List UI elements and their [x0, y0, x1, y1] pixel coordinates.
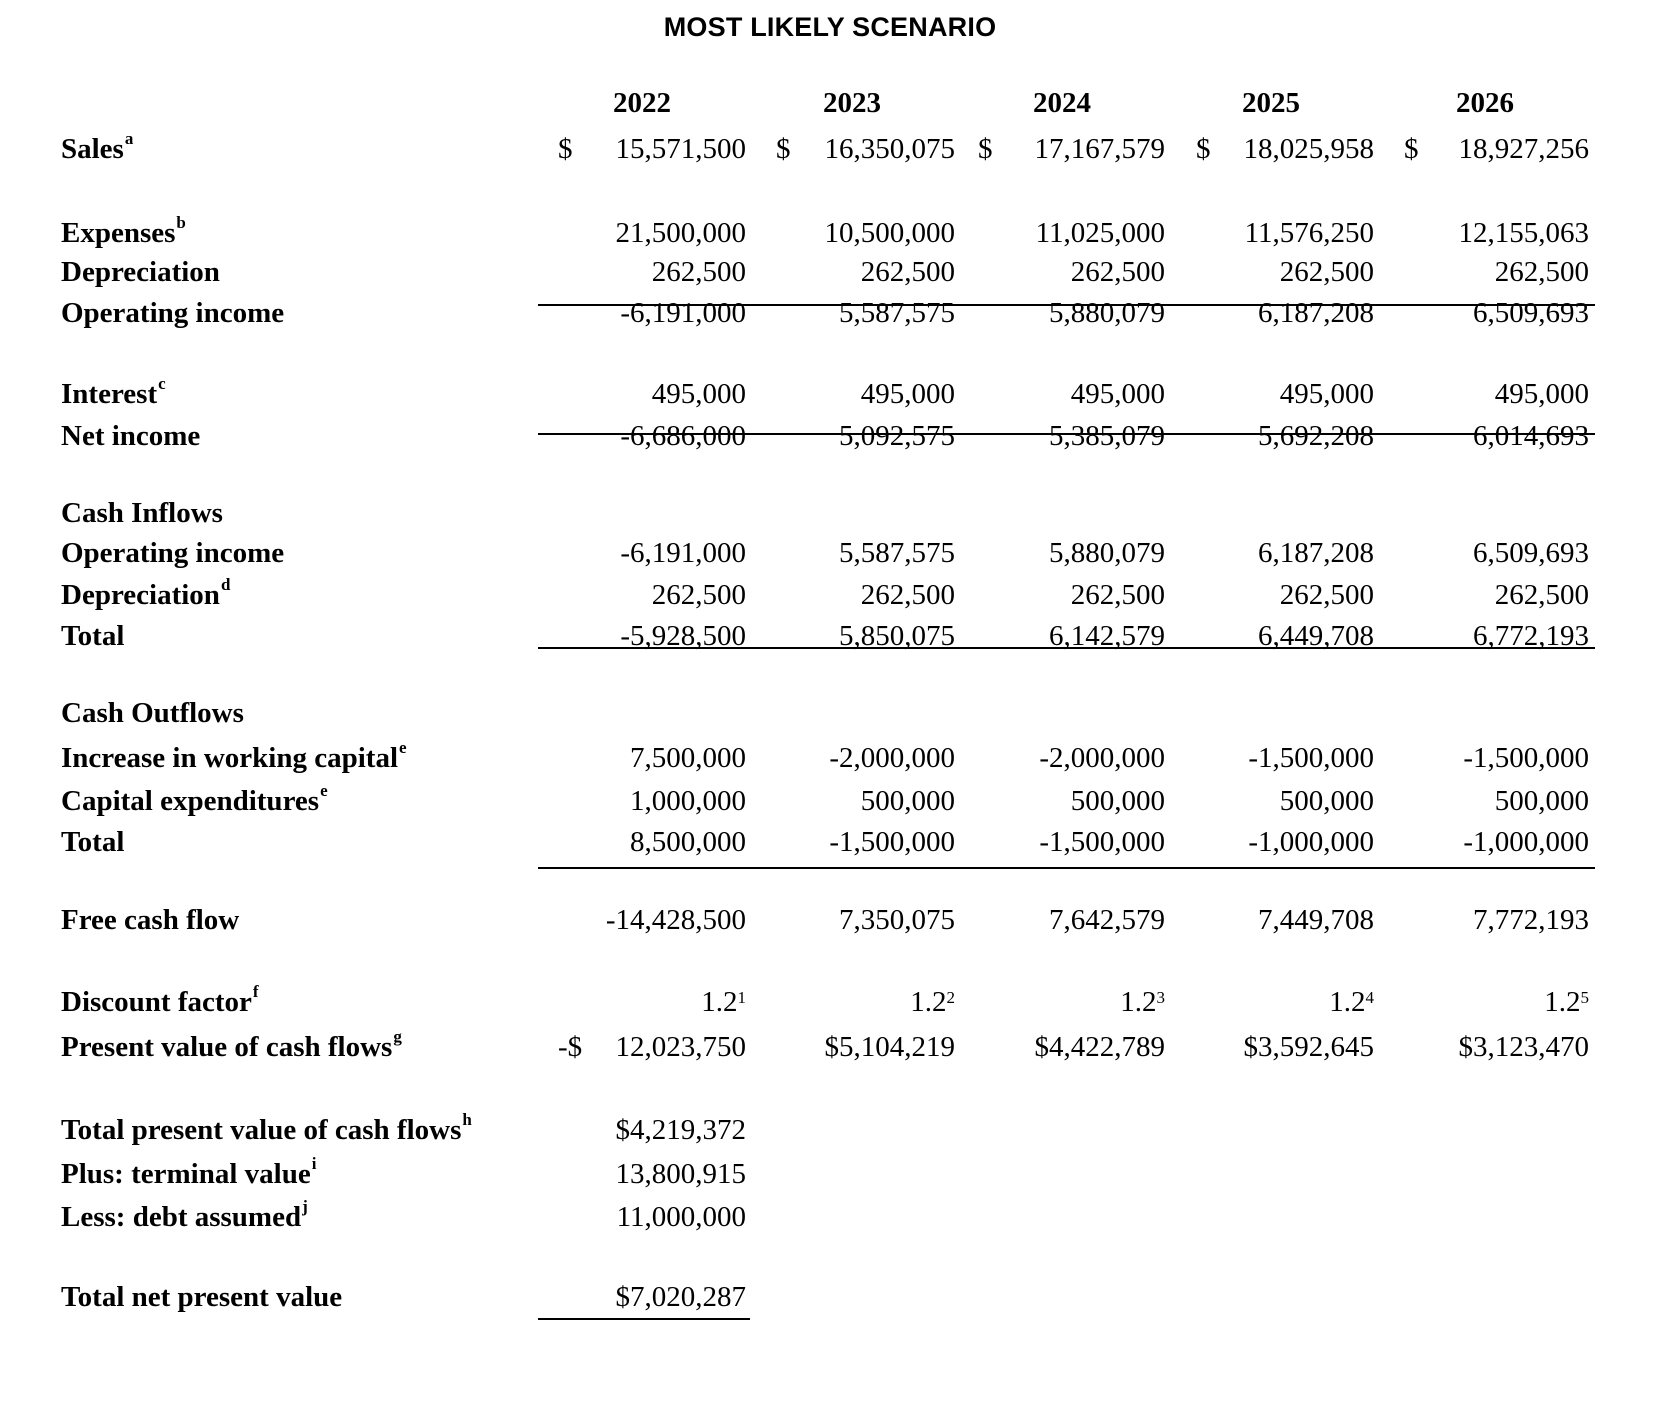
row-label-depreciation: Depreciation	[61, 256, 220, 288]
inflow-operating-income-2024: 5,880,079	[1049, 537, 1165, 569]
debt-assumed-value: 11,000,000	[616, 1201, 746, 1233]
inflow-total-2024: 6,142,579	[1049, 620, 1165, 652]
section-heading-cash-inflows: Cash Inflows	[61, 497, 223, 529]
row-label-debt-assumed: Less: debt assumed$^j$	[61, 1197, 308, 1233]
outflow-total-2022: 8,500,000	[630, 826, 746, 858]
depreciation-value-2022: 262,500	[651, 256, 746, 288]
row-label-terminal-value: Plus: terminal value$^i$	[61, 1154, 317, 1190]
operating-income-value-2025: 6,187,208	[1258, 297, 1374, 329]
sales-currency-2023: $	[776, 133, 791, 165]
expenses-value-2026: 12,155,063	[1458, 217, 1589, 249]
sales-value-2024: 17,167,579	[1034, 133, 1165, 165]
pv-cash-flows-prefix-2022: -$	[558, 1031, 583, 1063]
working-capital-2026: -1,500,000	[1463, 742, 1589, 774]
expenses-value-2025: 11,576,250	[1244, 217, 1374, 249]
interest-value-2026: 495,000	[1494, 378, 1589, 410]
capex-2025: 500,000	[1279, 785, 1374, 817]
discount-factor-2022: $1.2^1$	[701, 986, 746, 1018]
sales-value-2025: 18,025,958	[1243, 133, 1374, 165]
depreciation-value-2024: 262,500	[1070, 256, 1165, 288]
net-income-value-2025: 5,692,208	[1258, 420, 1374, 452]
outflow-total-2025: -1,000,000	[1248, 826, 1374, 858]
total-pv-value: $4,219,372	[615, 1114, 746, 1146]
row-label-interest: Interest$^c$	[61, 374, 166, 410]
page-title: MOST LIKELY SCENARIO	[663, 12, 997, 42]
sales-currency-2025: $	[1196, 133, 1211, 165]
inflow-depreciation-2026: 262,500	[1494, 579, 1589, 611]
sales-value-2022: 15,571,500	[615, 133, 746, 165]
net-income-value-2024: 5,385,079	[1049, 420, 1165, 452]
capex-2023: 500,000	[860, 785, 955, 817]
row-label-capital-expenditures: Capital expenditures$^e$	[61, 781, 328, 817]
row-label-free-cash-flow: Free cash flow	[61, 904, 240, 936]
sales-value-2026: 18,927,256	[1458, 133, 1589, 165]
row-label-operating-income: Operating income	[61, 297, 285, 329]
year-header-2025: 2025	[1242, 87, 1300, 119]
row-label-working-capital: Increase in working capital$^e$	[61, 738, 407, 774]
operating-income-value-2026: 6,509,693	[1473, 297, 1589, 329]
interest-value-2023: 495,000	[860, 378, 955, 410]
interest-value-2024: 495,000	[1070, 378, 1165, 410]
section-heading-cash-outflows: Cash Outflows	[61, 697, 244, 729]
sales-value-2023: 16,350,075	[824, 133, 955, 165]
depreciation-value-2026: 262,500	[1494, 256, 1589, 288]
net-income-value-2026: 6,014,693	[1473, 420, 1589, 452]
row-label-pv-cash-flows: Present value of cash flows$^g$	[61, 1027, 402, 1063]
working-capital-2025: -1,500,000	[1248, 742, 1374, 774]
pv-cash-flows-2023: $5,104,219	[824, 1031, 955, 1063]
expenses-value-2022: 21,500,000	[615, 217, 746, 249]
net-income-value-2023: 5,092,575	[839, 420, 955, 452]
free-cash-flow-2023: 7,350,075	[839, 904, 955, 936]
inflow-operating-income-2023: 5,587,575	[839, 537, 955, 569]
discount-factor-2025: $1.2^4$	[1329, 986, 1374, 1018]
discount-factor-2023: $1.2^2$	[910, 986, 955, 1018]
free-cash-flow-2026: 7,772,193	[1473, 904, 1589, 936]
subtotal-rule	[538, 867, 1595, 869]
pv-cash-flows-2025: $3,592,645	[1243, 1031, 1374, 1063]
row-label-net-income: Net income	[61, 420, 201, 452]
outflow-total-2026: -1,000,000	[1463, 826, 1589, 858]
depreciation-value-2025: 262,500	[1279, 256, 1374, 288]
capex-2026: 500,000	[1494, 785, 1589, 817]
pv-cash-flows-2024: $4,422,789	[1034, 1031, 1165, 1063]
year-header-2023: 2023	[823, 87, 881, 119]
discount-factor-2026: $1.2^5$	[1544, 986, 1589, 1018]
sales-currency-2022: $	[558, 133, 573, 165]
sales-currency-2026: $	[1404, 133, 1419, 165]
inflow-operating-income-2022: -6,191,000	[620, 537, 746, 569]
interest-value-2022: 495,000	[651, 378, 746, 410]
inflow-operating-income-2025: 6,187,208	[1258, 537, 1374, 569]
inflow-total-2026: 6,772,193	[1473, 620, 1589, 652]
row-label-inflow-depreciation: Depreciation$^d$	[61, 575, 231, 611]
depreciation-value-2023: 262,500	[860, 256, 955, 288]
row-label-inflow-total: Total	[61, 620, 125, 652]
inflow-depreciation-2025: 262,500	[1279, 579, 1374, 611]
capex-2022: 1,000,000	[630, 785, 746, 817]
row-label-total-npv: Total net present value	[61, 1281, 343, 1313]
expenses-value-2024: 11,025,000	[1035, 217, 1165, 249]
free-cash-flow-2025: 7,449,708	[1258, 904, 1374, 936]
year-header-2022: 2022	[613, 87, 671, 119]
inflow-depreciation-2023: 262,500	[860, 579, 955, 611]
sales-currency-2024: $	[978, 133, 993, 165]
free-cash-flow-2022: -14,428,500	[605, 904, 746, 936]
pv-cash-flows-2026: $3,123,470	[1458, 1031, 1589, 1063]
row-label-sales: Sales$^a$	[61, 129, 134, 165]
outflow-total-2024: -1,500,000	[1039, 826, 1165, 858]
operating-income-value-2024: 5,880,079	[1049, 297, 1165, 329]
inflow-total-2025: 6,449,708	[1258, 620, 1374, 652]
inflow-total-2023: 5,850,075	[839, 620, 955, 652]
interest-value-2025: 495,000	[1279, 378, 1374, 410]
operating-income-value-2022: -6,191,000	[620, 297, 746, 329]
total-npv-value: $7,020,287	[615, 1281, 746, 1313]
net-income-value-2022: -6,686,000	[620, 420, 746, 452]
terminal-value: 13,800,915	[615, 1158, 746, 1190]
row-label-expenses: Expenses$^b$	[61, 213, 186, 249]
year-header-2024: 2024	[1033, 87, 1091, 119]
inflow-depreciation-2024: 262,500	[1070, 579, 1165, 611]
working-capital-2023: -2,000,000	[829, 742, 955, 774]
inflow-operating-income-2026: 6,509,693	[1473, 537, 1589, 569]
working-capital-2022: 7,500,000	[630, 742, 746, 774]
free-cash-flow-2024: 7,642,579	[1049, 904, 1165, 936]
row-label-inflow-operating-income: Operating income	[61, 537, 285, 569]
expenses-value-2023: 10,500,000	[824, 217, 955, 249]
summary-rule	[538, 1318, 750, 1320]
inflow-total-2022: -5,928,500	[620, 620, 746, 652]
row-label-total-pv: Total present value of cash flows$^h$	[61, 1110, 472, 1146]
pv-cash-flows-2022: 12,023,750	[615, 1031, 746, 1063]
capex-2024: 500,000	[1070, 785, 1165, 817]
working-capital-2024: -2,000,000	[1039, 742, 1165, 774]
outflow-total-2023: -1,500,000	[829, 826, 955, 858]
inflow-depreciation-2022: 262,500	[651, 579, 746, 611]
row-label-outflow-total: Total	[61, 826, 125, 858]
year-header-2026: 2026	[1456, 87, 1514, 119]
operating-income-value-2023: 5,587,575	[839, 297, 955, 329]
row-label-discount-factor: Discount factor$^f$	[61, 982, 259, 1018]
discount-factor-2024: $1.2^3$	[1120, 986, 1165, 1018]
